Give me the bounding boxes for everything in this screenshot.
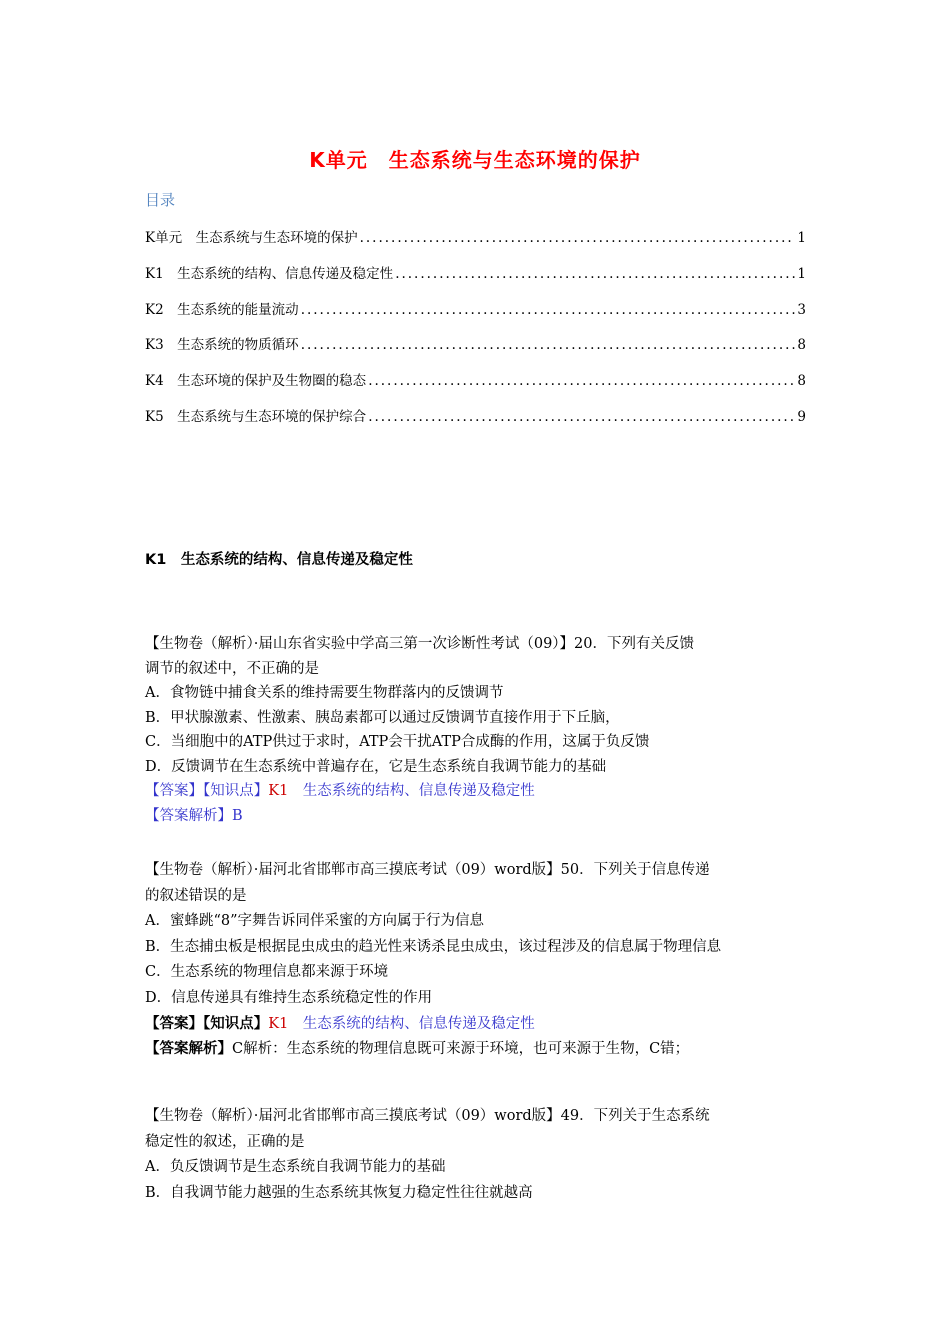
toc-dot-leader [368, 409, 795, 425]
toc-entry-page: 1 [797, 230, 806, 246]
question-stem: 【生物卷（解析）·届山东省实验中学高三第一次诊断性考试（09）】20．下列有关反馈 [145, 636, 695, 652]
analysis-line [145, 804, 815, 829]
toc-entry[interactable] [145, 226, 806, 262]
toc-dot-leader [395, 266, 795, 282]
analysis-line [145, 1037, 815, 1063]
option-a: A．食物链中捕食关系的维持需要生物群落内的反馈调节 [145, 685, 504, 701]
knowledge-point-code: K1 [268, 783, 289, 799]
question-block [145, 632, 815, 828]
toc-heading: 目录 [145, 191, 176, 209]
answer-line [145, 779, 815, 804]
toc-entry-page: 8 [797, 373, 806, 390]
toc-entry[interactable] [145, 298, 806, 334]
toc-dot-leader [368, 373, 795, 389]
question-block [145, 858, 815, 1063]
toc-entry-page: 8 [797, 337, 806, 354]
knowledge-point-text: 生态系统的结构、信息传递及稳定性 [288, 783, 535, 799]
toc-entry-label: K2 生态系统的能量流动 [145, 301, 299, 318]
option-a: A．蜜蜂跳“8”字舞告诉同伴采蜜的方向属于行为信息 [145, 913, 485, 930]
toc-entry-label: K1 生态系统的结构、信息传递及稳定性 [145, 265, 394, 282]
option-a: A．负反馈调节是生态系统自我调节能力的基础 [145, 1159, 446, 1176]
option-b: B．自我调节能力越强的生态系统其恢复力稳定性往往就越高 [145, 1184, 533, 1201]
analysis-label: 【答案解析】 [145, 1041, 232, 1058]
toc-entry-page: 3 [797, 301, 806, 318]
toc-entry[interactable] [145, 262, 806, 298]
question-stem: 【生物卷（解析）·届河北省邯郸市高三摸底考试（09）word版】49．下列关于生态系统 [145, 1108, 710, 1124]
toc-entry-label: K3 生态系统的物质循环 [145, 337, 299, 354]
toc-entry-label: K5 生态系统与生态环境的保护综合 [145, 408, 367, 425]
toc-dot-leader [301, 337, 796, 353]
document-title: K单元 生态系统与生态环境的保护 [309, 148, 641, 172]
question-stem: 【生物卷（解析）·届河北省邯郸市高三摸底考试（09）word版】50．下列关于信息传递 [145, 862, 710, 878]
option-c: C．生态系统的物理信息都来源于环境 [145, 964, 389, 981]
question-stem: 调节的叙述中，不正确的是 [145, 660, 319, 677]
toc-entry-label: K4 生态环境的保护及生物圈的稳态 [145, 373, 367, 390]
table-of-contents [145, 226, 806, 441]
toc-entry-label: K单元 生态系统与生态环境的保护 [145, 230, 358, 246]
question-block [145, 1104, 815, 1206]
analysis-label: 【答案解析】 [145, 807, 232, 824]
toc-entry[interactable] [145, 333, 806, 369]
option-c: C．当细胞中的ATP供过于求时，ATP会干扰ATP合成酶的作用，这属于负反馈 [145, 734, 650, 750]
answer-line [145, 1012, 815, 1038]
option-d: D．反馈调节在生态系统中普遍存在，它是生态系统自我调节能力的基础 [145, 758, 607, 775]
knowledge-point-label: 【知识点】 [203, 1015, 269, 1032]
question-stem: 稳定性的叙述，正确的是 [145, 1133, 305, 1150]
toc-dot-leader [360, 230, 796, 246]
toc-entry-page: 9 [797, 408, 806, 425]
answer-label: 【答案】 [145, 783, 203, 799]
option-b: B．生态捕虫板是根据昆虫成虫的趋光性来诱杀昆虫成虫，该过程涉及的信息属于物理信息 [145, 938, 722, 955]
analysis-text: C解析：生态系统的物理信息既可来源于环境，也可来源于生物，C错； [232, 1041, 690, 1058]
option-d: D．信息传递具有维持生态系统稳定性的作用 [145, 989, 433, 1006]
toc-entry[interactable] [145, 405, 806, 441]
analysis-text: B [232, 807, 243, 824]
toc-dot-leader [301, 302, 796, 318]
question-stem: 的叙述错误的是 [145, 887, 247, 904]
option-b: B．甲状腺激素、性激素、胰岛素都可以通过反馈调节直接作用于下丘脑， [145, 709, 620, 726]
knowledge-point-label: 【知识点】 [203, 783, 269, 799]
knowledge-point-text: 生态系统的结构、信息传递及稳定性 [288, 1015, 535, 1032]
toc-entry[interactable] [145, 369, 806, 405]
answer-label: 【答案】 [145, 1015, 203, 1032]
knowledge-point-code: K1 [268, 1015, 289, 1032]
section-heading: K1 生态系统的结构、信息传递及稳定性 [145, 552, 413, 568]
toc-entry-page: 1 [797, 265, 806, 282]
